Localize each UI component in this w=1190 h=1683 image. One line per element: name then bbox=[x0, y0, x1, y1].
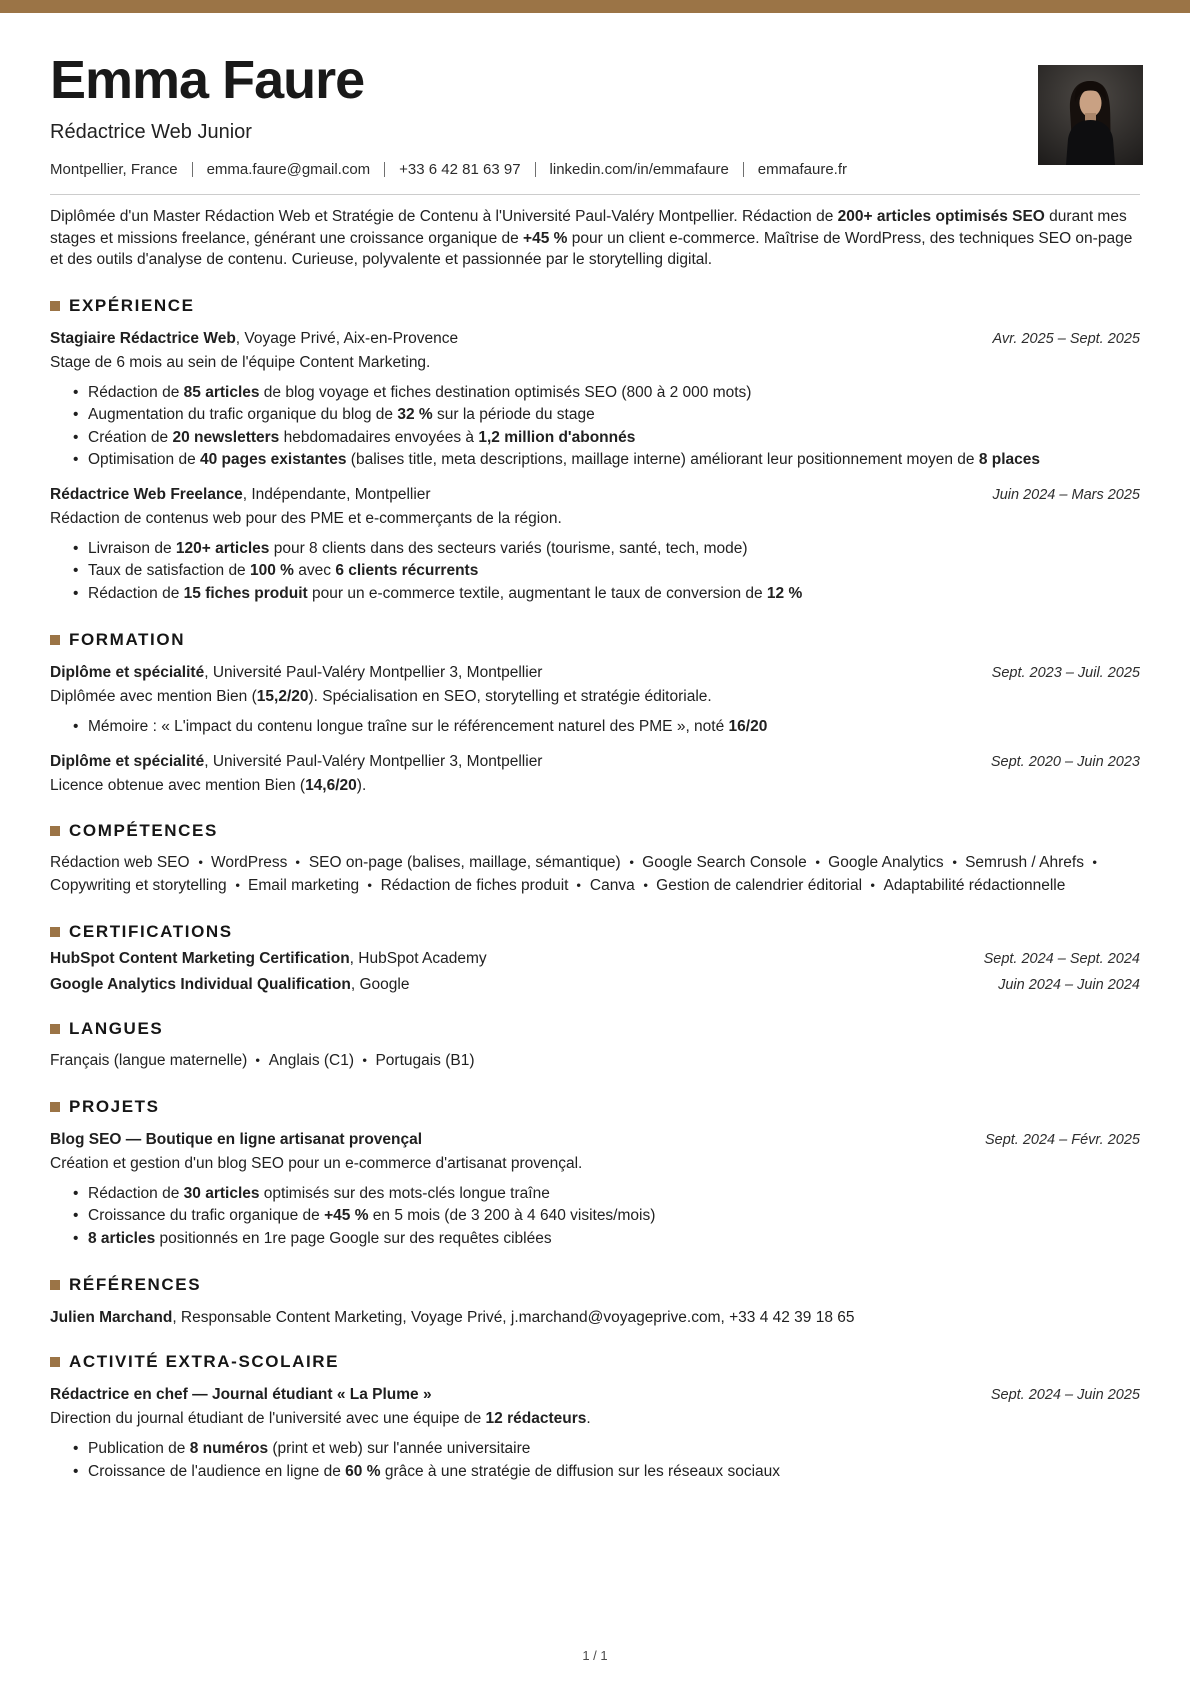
bullet-list bbox=[50, 538, 1140, 606]
entry-title: Blog SEO — Boutique en ligne artisanat provençal bbox=[50, 1130, 423, 1148]
entry-title: Google Analytics Individual Qualification, Google bbox=[50, 975, 410, 993]
entry-description: Direction du journal étudiant de l'université avec une équipe de 12 rédacteurs. bbox=[50, 1410, 591, 1427]
list-item: WordPress bbox=[211, 853, 288, 871]
entry-date: Sept. 2024 – Juin 2025 bbox=[990, 1387, 1140, 1403]
entry-header bbox=[50, 753, 1140, 771]
entry-date: Juin 2024 – Juin 2024 bbox=[998, 976, 1140, 993]
contact-item: emmafaure.fr bbox=[757, 161, 847, 178]
list-item: Google Analytics bbox=[828, 853, 944, 871]
entry-description: Création et gestion d'un blog SEO pour un e-commerce d'artisanat provençal. bbox=[50, 1154, 583, 1172]
bullet-list bbox=[50, 1438, 1140, 1483]
entry-description: Licence obtenue avec mention Bien (14,6/20). bbox=[50, 776, 367, 794]
section-langues bbox=[50, 1019, 1140, 1072]
section-title: FORMATION bbox=[69, 630, 186, 649]
bullet-list bbox=[50, 1183, 1140, 1251]
inline-list bbox=[50, 1049, 1140, 1072]
section-experience bbox=[50, 296, 1140, 606]
bullet-item: • Livraison de 120+ articles pour 8 clients dans des secteurs variés (tourisme, santé, tech, mode) bbox=[50, 538, 1140, 561]
person-name: Emma Faure bbox=[50, 50, 365, 110]
list-item: Email marketing bbox=[248, 876, 360, 894]
list-item: Anglais (C1) bbox=[268, 1051, 355, 1069]
section-formation bbox=[50, 630, 1140, 796]
entry bbox=[50, 1131, 1140, 1251]
bullet-item: • Publication de 8 numéros (print et web) sur l'année universitaire bbox=[50, 1438, 1140, 1461]
entry bbox=[50, 976, 1140, 994]
bullet-item: • 8 articles positionnés en 1re page Google sur des requêtes ciblées bbox=[50, 1228, 1140, 1251]
entry-date: Sept. 2024 – Sept. 2024 bbox=[983, 950, 1140, 967]
entry-title: Rédactrice Web Freelance, Indépendante, Montpellier bbox=[50, 485, 431, 503]
entry bbox=[50, 950, 1140, 968]
bullet-item: • Rédaction de 30 articles optimisés sur des mots-clés longue traîne bbox=[50, 1183, 1140, 1206]
section-title: ACTIVITÉ EXTRA-SCOLAIRE bbox=[69, 1352, 340, 1371]
section-projets bbox=[50, 1097, 1140, 1251]
bullet-item: • Création de 20 newsletters hebdomadaires envoyées à 1,2 million d'abonnés bbox=[50, 427, 1140, 450]
entry bbox=[50, 1309, 1140, 1327]
bullet-item: • Rédaction de 15 fiches produit pour un e-commerce textile, augmentant le taux de conversion de 12 % bbox=[50, 583, 1140, 606]
contact-separator bbox=[192, 162, 193, 177]
section-heading bbox=[50, 630, 1140, 650]
section-heading bbox=[50, 1275, 1140, 1295]
section-marker-icon bbox=[50, 301, 60, 311]
page-number: 1 / 1 bbox=[582, 1648, 608, 1663]
section-heading bbox=[50, 1019, 1140, 1039]
sections bbox=[50, 296, 1140, 1484]
entry-date: Sept. 2024 – Févr. 2025 bbox=[984, 1131, 1140, 1148]
resume-header bbox=[50, 50, 1140, 178]
entry-header bbox=[50, 1309, 1140, 1327]
entry bbox=[50, 486, 1140, 606]
bullet-item: • Rédaction de 85 articles de blog voyage et fiches destination optimisés SEO (800 à 2 000 mots) bbox=[50, 382, 1140, 405]
entry-date: Avr. 2025 – Sept. 2025 bbox=[992, 330, 1140, 347]
section-title: PROJETS bbox=[69, 1096, 160, 1116]
list-separator: • bbox=[815, 854, 820, 870]
list-item: Canva bbox=[589, 876, 635, 894]
list-item: Français (langue maternelle) bbox=[50, 1051, 248, 1069]
contact-item: +33 6 42 81 63 97 bbox=[399, 161, 521, 178]
bullet-item: • Taux de satisfaction de 100 % avec 6 clients récurrents bbox=[50, 560, 1140, 583]
entry-title: HubSpot Content Marketing Certification, HubSpot Academy bbox=[50, 949, 487, 967]
entry-date: Sept. 2020 – Juin 2023 bbox=[990, 753, 1140, 770]
entry-header bbox=[50, 330, 1140, 348]
list-separator: • bbox=[255, 1052, 261, 1068]
list-item: Rédaction de fiches produit bbox=[380, 876, 569, 894]
list-separator: • bbox=[235, 877, 240, 893]
section-heading bbox=[50, 821, 1140, 841]
section-title: LANGUES bbox=[69, 1018, 164, 1038]
entry bbox=[50, 330, 1140, 472]
list-separator: • bbox=[952, 854, 957, 870]
section-marker-icon bbox=[50, 1280, 60, 1290]
section-title: RÉFÉRENCES bbox=[69, 1275, 202, 1294]
list-separator: • bbox=[629, 854, 634, 870]
list-item: Copywriting et storytelling bbox=[50, 876, 227, 894]
section-marker-icon bbox=[50, 1102, 60, 1112]
bullet-item: • Optimisation de 40 pages existantes (balises title, meta descriptions, maillage interne) améliorant leur positionnement moyen de 8 places bbox=[50, 449, 1140, 472]
section-marker-icon bbox=[50, 927, 60, 937]
entry-description: Diplômée avec mention Bien (15,2/20). Spécialisation en SEO, storytelling et stratégie éditoriale. bbox=[50, 688, 712, 705]
section-title: CERTIFICATIONS bbox=[69, 921, 233, 941]
section-marker-icon bbox=[50, 1024, 60, 1034]
list-item: SEO on-page (balises, maillage, sémantique) bbox=[308, 853, 621, 871]
contact-item: emma.faure@gmail.com bbox=[206, 161, 371, 178]
bullet-list bbox=[50, 716, 1140, 739]
list-item: Portugais (B1) bbox=[375, 1051, 475, 1069]
entry-date: Juin 2024 – Mars 2025 bbox=[992, 486, 1140, 503]
list-separator: • bbox=[362, 1052, 368, 1068]
section-activite-extra-scolaire bbox=[50, 1352, 1140, 1483]
list-item: Gestion de calendrier éditorial bbox=[656, 876, 863, 894]
entry bbox=[50, 664, 1140, 739]
section-marker-icon bbox=[50, 1357, 60, 1367]
entry-title: Diplôme et spécialité, Université Paul-Valéry Montpellier 3, Montpellier bbox=[50, 752, 543, 770]
resume-page bbox=[0, 50, 1190, 1483]
section-heading bbox=[50, 296, 1140, 316]
entry bbox=[50, 1386, 1140, 1483]
header-divider bbox=[50, 194, 1140, 195]
bullet-item: • Croissance du trafic organique de +45 % en 5 mois (de 3 200 à 4 640 visites/mois) bbox=[50, 1205, 1140, 1228]
section-marker-icon bbox=[50, 826, 60, 836]
entry bbox=[50, 753, 1140, 796]
bullet-item: • Mémoire : « L'impact du contenu longue traîne sur le référencement naturel des PME », noté 16/20 bbox=[50, 716, 1140, 739]
profile-photo bbox=[1038, 65, 1143, 165]
entry-header bbox=[50, 950, 1140, 968]
inline-list bbox=[50, 851, 1140, 897]
entry-description: Rédaction de contenus web pour des PME et e-commerçants de la région. bbox=[50, 509, 562, 527]
bullet-item: • Croissance de l'audience en ligne de 60 % grâce à une stratégie de diffusion sur les réseaux sociaux bbox=[50, 1461, 1140, 1484]
entry-title: Julien Marchand, Responsable Content Marketing, Voyage Privé, j.marchand@voyageprive.com, +33 4 42 39 18 65 bbox=[50, 1309, 855, 1326]
section-competences bbox=[50, 821, 1140, 897]
list-item: Google Search Console bbox=[642, 853, 807, 871]
contact-item: linkedin.com/in/emmafaure bbox=[549, 161, 729, 178]
bullet-list bbox=[50, 382, 1140, 472]
contact-item: Montpellier, France bbox=[50, 161, 178, 178]
list-separator: • bbox=[1092, 854, 1097, 870]
entry-date: Sept. 2023 – Juil. 2025 bbox=[991, 665, 1140, 681]
entry-title: Stagiaire Rédactrice Web, Voyage Privé, Aix-en-Provence bbox=[50, 329, 459, 347]
bullet-item: • Augmentation du trafic organique du blog de 32 % sur la période du stage bbox=[50, 404, 1140, 427]
list-item: Rédaction web SEO bbox=[50, 853, 190, 871]
section-heading bbox=[50, 1097, 1140, 1117]
contact-separator bbox=[535, 162, 536, 177]
section-heading bbox=[50, 1352, 1140, 1372]
entry-title: Diplôme et spécialité, Université Paul-Valéry Montpellier 3, Montpellier bbox=[50, 664, 543, 681]
list-separator: • bbox=[870, 877, 876, 893]
section-heading bbox=[50, 922, 1140, 942]
list-separator: • bbox=[197, 854, 203, 870]
contact-separator bbox=[743, 162, 744, 177]
list-item: Semrush / Ahrefs bbox=[965, 853, 1084, 871]
entry-header bbox=[50, 976, 1140, 994]
entry-header bbox=[50, 486, 1140, 504]
job-title: Rédactrice Web Junior bbox=[50, 121, 252, 143]
section-marker-icon bbox=[50, 635, 60, 645]
list-separator: • bbox=[295, 854, 301, 870]
entry-header bbox=[50, 1131, 1140, 1149]
contact-separator bbox=[384, 162, 385, 177]
entry-title: Rédactrice en chef — Journal étudiant « La Plume » bbox=[50, 1386, 432, 1403]
section-title: COMPÉTENCES bbox=[69, 820, 218, 840]
list-item: Adaptabilité rédactionnelle bbox=[883, 876, 1066, 894]
entry-header bbox=[50, 1386, 1140, 1404]
list-separator: • bbox=[643, 877, 648, 893]
top-accent-bar bbox=[0, 0, 1190, 13]
section-references bbox=[50, 1275, 1140, 1327]
section-certifications bbox=[50, 922, 1140, 994]
contact-row bbox=[50, 161, 1140, 178]
entry-header bbox=[50, 664, 1140, 682]
list-separator: • bbox=[367, 877, 373, 893]
section-title: EXPÉRIENCE bbox=[69, 295, 195, 315]
list-separator: • bbox=[576, 877, 582, 893]
entry-description: Stage de 6 mois au sein de l'équipe Content Marketing. bbox=[50, 353, 431, 371]
summary-text: Diplômée d'un Master Rédaction Web et Stratégie de Contenu à l'Université Paul-Valéry Montpellier. Rédaction de 200+ articles optimisés SEO durant mes stages et missions freelance, générant une croissance organique de +45 % pour un client e-commerce. Maîtrise de WordPress, des techniques SEO on-page et des outils d'analyse de contenu. Curieuse, polyvalente et passionnée par le storytelling digital. bbox=[50, 208, 1133, 268]
